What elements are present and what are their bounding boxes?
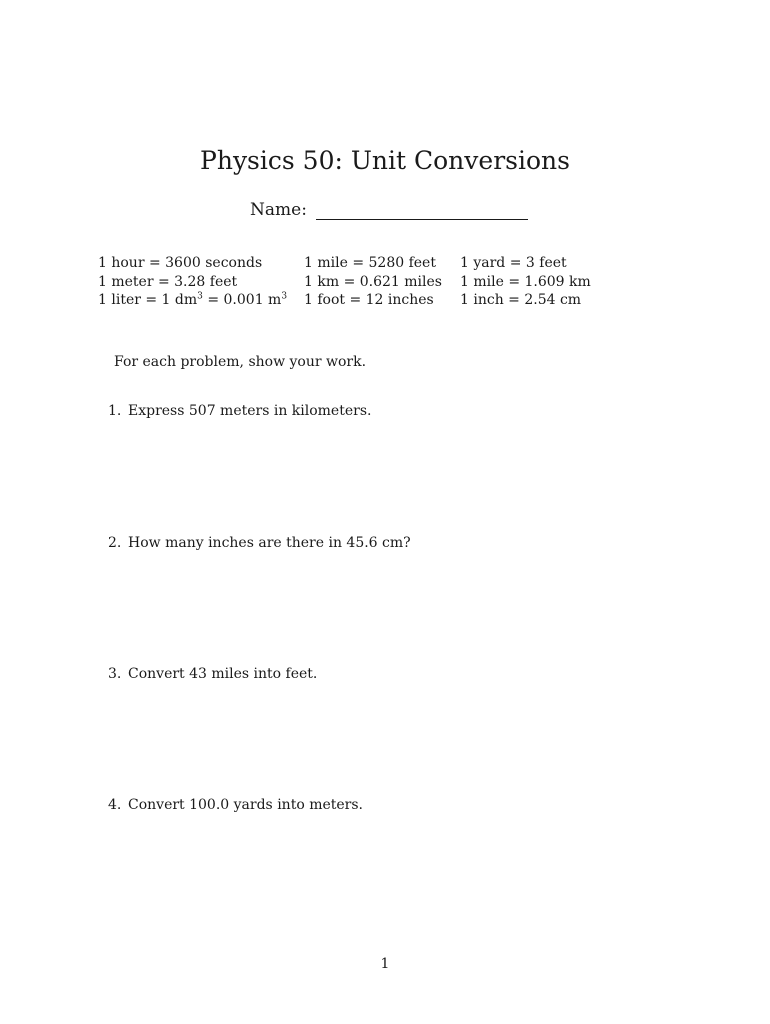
- problem-number: 3.: [108, 666, 122, 682]
- name-field-row: [250, 200, 528, 220]
- conversion-liter-dm3: 1 liter = 1 $dm^3 = 0.001$ $m^3$: [98, 291, 288, 308]
- conversion-km-miles: 1 km = 0.621 miles: [304, 273, 442, 290]
- problem-3: [108, 666, 317, 682]
- conversion-column-2: [304, 254, 442, 310]
- problem-number: 1.: [108, 403, 122, 419]
- problem-text: Express 507 meters in kilometers.: [128, 403, 372, 419]
- conversion-mile-feet: 1 mile = 5280 feet: [304, 255, 436, 271]
- problem-1: [108, 403, 371, 419]
- conversion-meter-feet: 1 meter = 3.28 feet: [98, 273, 238, 290]
- problem-number: 2.: [108, 535, 122, 551]
- conversion-foot-inches: 1 foot = 12 inches: [304, 292, 434, 308]
- instructions: For each problem, show your work.: [114, 354, 367, 370]
- conversion-inch-cm: 1 inch = 2.54 cm: [460, 292, 582, 308]
- conversion-yard-feet: 1 yard = 3 feet: [460, 255, 567, 271]
- problem-2: [108, 535, 411, 551]
- page-title: Physics 50: Unit Conversions: [200, 146, 570, 175]
- problem-text: How many inches are there in 45.6 cm?: [128, 535, 411, 551]
- conversion-column-1: [98, 254, 287, 310]
- name-label: Name:: [250, 200, 307, 220]
- name-blank-line[interactable]: [316, 201, 528, 220]
- conversion-hour-seconds: 1 hour = 3600 seconds: [98, 255, 263, 271]
- problem-text: Convert 100.0 yards into meters.: [128, 797, 363, 813]
- problem-text: Convert 43 miles into feet.: [128, 666, 318, 682]
- page-number: 1: [380, 956, 390, 972]
- problem-4: [108, 797, 363, 813]
- problem-number: 4.: [108, 797, 122, 813]
- conversion-column-3: [460, 254, 591, 310]
- conversion-mile-km: 1 mile = 1.609 km: [460, 273, 591, 290]
